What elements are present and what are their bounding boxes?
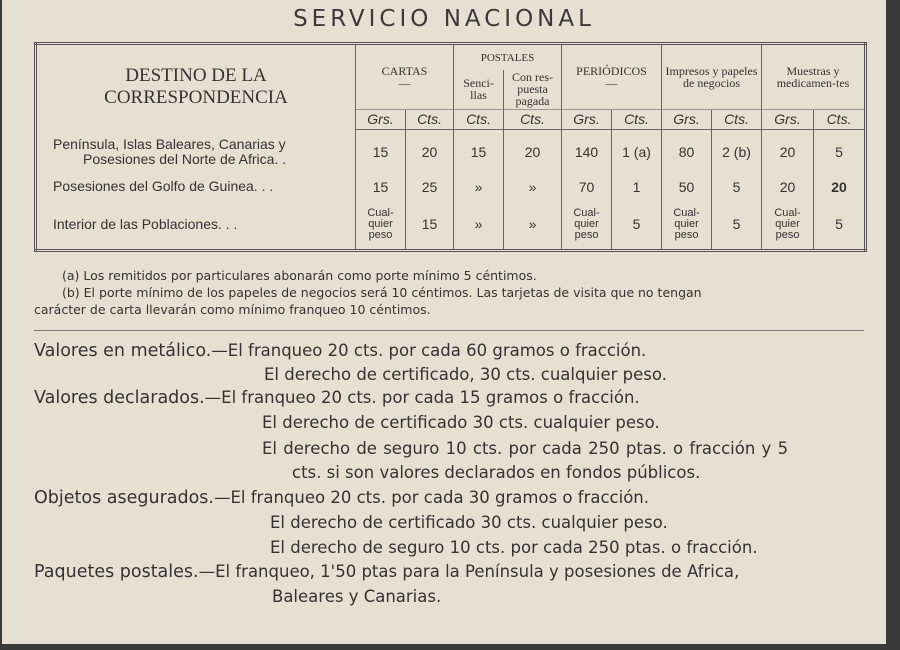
value-cell: 5 xyxy=(712,199,762,250)
value-cell: » xyxy=(454,175,504,200)
value-cell: Cual-quier peso xyxy=(662,199,712,250)
table-row xyxy=(36,175,866,200)
table-header-row xyxy=(36,44,866,71)
value-cell: 70 xyxy=(562,175,612,200)
section-line: El derecho de certificado, 30 cts. cualquier peso. xyxy=(264,365,667,384)
muestras-header: Muestras y medicamen-tes xyxy=(762,44,866,110)
value-cell: 15 xyxy=(356,130,406,175)
unit-cell: Cts. xyxy=(814,109,866,129)
dest-cell: Interior de las Poblaciones. . . xyxy=(53,215,238,232)
cartas-header: CARTAS — xyxy=(356,44,454,110)
footnote-b-continued: carácter de carta llevarán como mínimo franqueo 10 céntimos. xyxy=(34,302,431,317)
unit-cell: Grs. xyxy=(662,109,712,129)
dest-cell: Posesiones del Golfo de Guinea. . . xyxy=(53,178,274,195)
section-line: —El franqueo 20 cts. por cada 30 gramos o fracción. xyxy=(213,488,649,507)
unit-cell: Cts. xyxy=(406,109,454,129)
unit-cell: Cts. xyxy=(504,109,562,129)
rates-table xyxy=(34,42,867,252)
section-metalico xyxy=(34,341,646,361)
dest-cell: Península, Islas Baleares, Canarias y Posesiones del Norte de Africa. . xyxy=(53,136,287,168)
footnotes xyxy=(34,267,867,318)
value-cell: 15 xyxy=(406,199,454,250)
value-cell: Cual-quier peso xyxy=(356,199,406,250)
unit-cell: Cts. xyxy=(712,109,762,129)
value-cell: 1 (a) xyxy=(612,130,662,175)
value-cell: 50 xyxy=(662,175,712,200)
section-label: Valores declarados. xyxy=(34,388,205,408)
footnote-a: (a) Los remitidos por particulares abonarán como porte mínimo 5 céntimos. xyxy=(62,268,537,283)
impresos-header: Impresos y papeles de negocios xyxy=(662,44,762,110)
value-cell: Cual-quier peso xyxy=(562,199,612,250)
section-line: El derecho de certificado 30 cts. cualquier peso. xyxy=(262,413,660,432)
value-cell: 15 xyxy=(454,130,504,175)
value-cell: 20 xyxy=(406,130,454,175)
value-cell: 20 xyxy=(814,175,866,200)
value-cell: » xyxy=(504,199,562,250)
page-title: SERVICIO NACIONAL xyxy=(293,6,595,32)
unit-cell: Grs. xyxy=(562,109,612,129)
value-cell: 20 xyxy=(762,130,814,175)
value-cell: » xyxy=(454,199,504,250)
value-cell: 140 xyxy=(562,130,612,175)
section-line: —El franqueo 20 cts. por cada 60 gramos o fracción. xyxy=(211,341,647,360)
section-asegurados xyxy=(34,488,649,508)
value-cell: 5 xyxy=(712,175,762,200)
section-line: Baleares y Canarias. xyxy=(272,587,442,606)
unit-cell: Cts. xyxy=(612,109,662,129)
section-paquetes xyxy=(34,562,739,582)
value-cell: Cual-quier peso xyxy=(762,199,814,250)
section-label: Objetos asegurados. xyxy=(34,488,214,508)
value-cell: 2 (b) xyxy=(712,130,762,175)
postales-header: POSTALES xyxy=(454,44,562,71)
section-label: Paquetes postales. xyxy=(34,562,199,582)
periodicos-header: PERIÓDICOS — xyxy=(562,44,662,110)
document-page xyxy=(2,0,886,644)
unit-cell: Grs. xyxy=(762,109,814,129)
value-cell: 5 xyxy=(814,130,866,175)
section-line: El derecho de seguro 10 cts. por cada 250 ptas. o fracción. xyxy=(270,538,758,557)
value-cell: 20 xyxy=(504,130,562,175)
section-label: Valores en metálico. xyxy=(34,341,212,361)
section-line: —El franqueo, 1'50 ptas para la Península y posesiones de Africa, xyxy=(198,562,740,581)
value-cell: 25 xyxy=(406,175,454,200)
divider xyxy=(34,330,864,331)
section-line: El derecho de certificado 30 cts. cualquier peso. xyxy=(270,513,668,532)
value-cell: 15 xyxy=(356,175,406,200)
value-cell: 80 xyxy=(662,130,712,175)
section-line: —El franqueo 20 cts. por cada 15 gramos o fracción. xyxy=(204,388,640,407)
footnote-b: (b) El porte mínimo de los papeles de negocios será 10 céntimos. Las tarjetas de visita que no tengan xyxy=(62,285,702,300)
postales-respuesta-header: Con res-puesta pagada xyxy=(504,70,562,109)
value-cell: 5 xyxy=(814,199,866,250)
table-row xyxy=(36,199,866,250)
section-line: El derecho de seguro 10 cts. por cada 250 ptas. o fracción y 5 xyxy=(262,439,789,458)
section-line: cts. si son valores declarados en fondos públicos. xyxy=(292,463,701,482)
unit-cell: Cts. xyxy=(454,109,504,129)
value-cell: 1 xyxy=(612,175,662,200)
dest-header: DESTINO DE LA CORRESPONDENCIA xyxy=(104,65,288,109)
value-cell: 20 xyxy=(762,175,814,200)
unit-cell: Grs. xyxy=(356,109,406,129)
table-row xyxy=(36,130,866,175)
section-declarados xyxy=(34,388,640,408)
value-cell: 5 xyxy=(612,199,662,250)
postales-sencillas-header: Senci-llas xyxy=(454,70,504,109)
value-cell: » xyxy=(504,175,562,200)
